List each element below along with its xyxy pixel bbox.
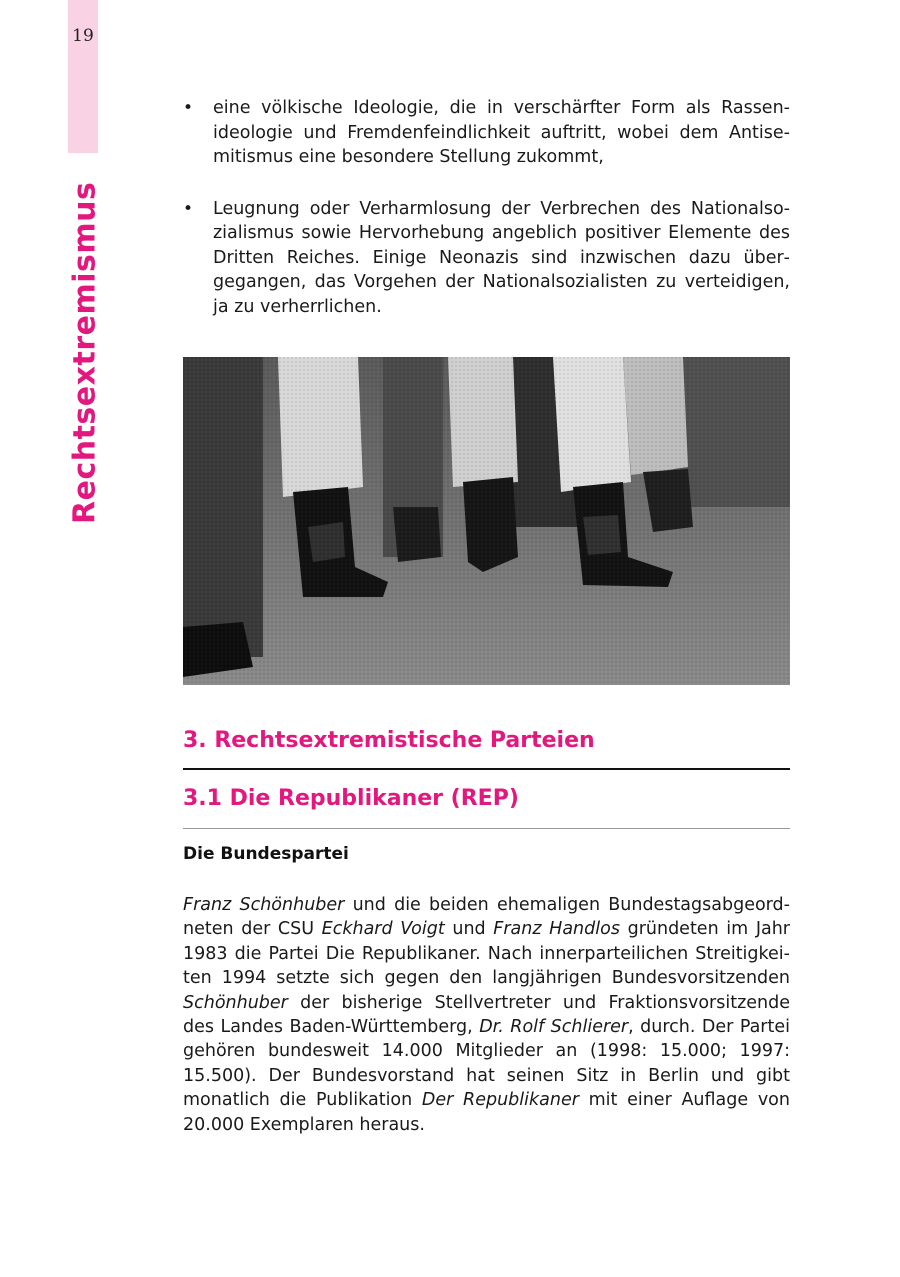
- photo-boots: [183, 357, 790, 685]
- paragraph-text: und die beiden ehemaligen Bundestagsabgeordneten der CSU: [183, 895, 790, 940]
- italic-name: Der Republikaner: [421, 1090, 579, 1111]
- paragraph-text: und: [444, 919, 494, 940]
- heading-divider: [183, 768, 790, 770]
- subsection-heading: 3.1 Die Republikaner (REP): [183, 786, 519, 811]
- paragraph-text: gründeten im Jahr 1983 die Partei Die Republikaner. Nach innerparteilichen Streitigkeiten 1994 setzte sich gegen den langjährigen Bundesvorsitzenden: [183, 919, 790, 989]
- italic-name: Franz Schönhuber: [183, 895, 345, 915]
- italic-name: Schönhuber: [183, 992, 288, 1013]
- list-item: [183, 197, 790, 320]
- bullet-icon: •: [183, 98, 194, 118]
- body-paragraph: [183, 893, 790, 1137]
- photo-illustration: [183, 357, 790, 685]
- bullet-text: eine völkische Ideologie, die in verschärfter Form als Rassenideologie und Fremdenfeindlichkeit auftritt, wobei dem Antisemitismus eine besondere Stellung zukommt,: [213, 98, 790, 167]
- italic-name: Eckhard Voigt: [321, 919, 445, 940]
- section-heading: 3. Rechtsextremistische Parteien: [183, 728, 595, 753]
- bullet-text: Leugnung oder Verharmlosung der Verbrechen des Nationalsozialismus sowie Hervorhebung angeblich positiver Elemente des Dritten Reiches. Einige Neonazis sind inzwischen dazu übergegangen, das Vorgehen der Nationalsozialisten zu verteidigen, ja zu verherrlichen.: [213, 198, 790, 317]
- paragraph-text: mit einer Auflage von 20.000 Exemplaren heraus.: [183, 1090, 790, 1135]
- list-item: [183, 96, 790, 170]
- bullet-icon: •: [183, 198, 194, 219]
- subheading-divider: [183, 828, 790, 829]
- side-tab: [68, 0, 98, 153]
- paragraph-heading: Die Bundespartei: [183, 844, 349, 864]
- italic-name: Franz Handlos: [493, 919, 620, 940]
- bullet-list: [183, 96, 790, 346]
- italic-name: Dr. Rolf Schlierer: [479, 1017, 629, 1038]
- paragraph-text: , durch. Der Partei gehören bundesweit 14.000 Mitglieder an (1998: 15.000; 1997: 15.500). Der Bundesvorstand hat seinen Sitz in Berlin und gibt monatlich die Publikation: [183, 1017, 790, 1111]
- page-number: 19: [72, 26, 94, 46]
- side-chapter-title: Rechtsextremismus: [67, 181, 103, 524]
- paragraph-text: der bisherige Stellvertreter und Fraktionsvorsitzende des Landes Baden-Württemberg,: [183, 992, 790, 1038]
